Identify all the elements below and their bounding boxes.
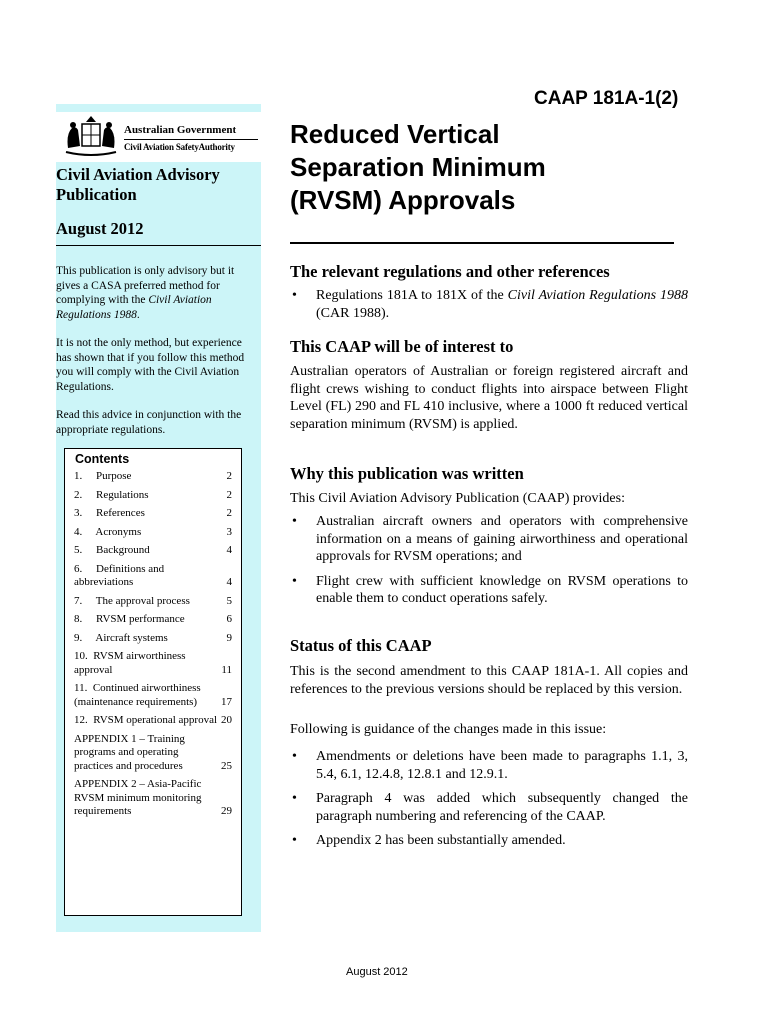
title-divider <box>290 242 674 244</box>
authority-label: Civil Aviation SafetyAuthority <box>124 142 235 152</box>
contents-box <box>64 448 242 916</box>
contents-item-label: 1. Purpose <box>74 470 132 482</box>
contents-item-label: 8. RVSM performance <box>74 613 185 625</box>
page-title <box>290 118 546 217</box>
heading-interest: This CAAP will be of interest to <box>290 337 514 356</box>
contents-item[interactable] <box>74 595 232 609</box>
heading-why: Why this publication was written <box>290 464 524 483</box>
contents-item-page: 6 <box>226 613 232 625</box>
contents-item[interactable] <box>74 632 232 646</box>
why-list <box>290 513 688 615</box>
contents-item-label: 3. References <box>74 507 145 519</box>
contents-item-page: 9 <box>226 631 232 644</box>
coat-of-arms-icon <box>62 114 120 158</box>
list-item: • Australian aircraft owners and operators with comprehensive information on a means of gaining airworthiness and operational approvals for RVSM operations; and <box>290 513 688 566</box>
contents-list <box>74 470 232 824</box>
contents-item-page: 3 <box>226 525 232 538</box>
contents-item-page: 5 <box>226 594 232 607</box>
page-footer: August 2012 <box>346 966 408 978</box>
why-intro: This Civil Aviation Advisory Publication (CAAP) provides: <box>290 491 625 506</box>
method-note: It is not the only method, but experience has shown that if you follow this method you will comply with the Civil Aviation Regulations. <box>56 337 245 393</box>
contents-item-page: 25 <box>221 759 232 772</box>
interest-paragraph: Australian operators of Australian or foreign registered aircraft and flight crews wishing to conduct flights into airspace between Flight Level (FL) 290 and FL 410 inclusive, where a 1000 ft reduced vertical separation minimum (RVSM) is applied. <box>290 364 688 432</box>
contents-item[interactable] <box>74 489 232 503</box>
contents-item[interactable] <box>74 563 232 590</box>
contents-item-page: 11 <box>221 663 232 676</box>
status-paragraph: This is the second amendment to this CAAP 181A-1. All copies and references to the previous versions should be replaced by this version. <box>290 664 688 697</box>
heading-status: Status of this CAAP <box>290 636 432 655</box>
contents-item-page: 4 <box>226 576 232 588</box>
contents-item-label: APPENDIX 2 – Asia-Pacific RVSM minimum monitoring requirements <box>74 778 205 817</box>
contents-item-page: 2 <box>226 507 232 519</box>
contents-title: Contents <box>75 452 130 466</box>
sidebar-top-band <box>56 104 261 112</box>
list-item: • Flight crew with sufficient knowledge on RVSM operations to enable them to conduct operations safely. <box>290 573 688 608</box>
contents-item[interactable] <box>74 526 232 540</box>
contents-item[interactable] <box>74 682 232 709</box>
sidebar-divider <box>56 245 261 246</box>
contents-item-label: 6. Definitions and abbreviations <box>74 562 167 588</box>
government-label: Australian Government <box>124 124 237 136</box>
publication-type-line-2: Publication <box>56 185 137 204</box>
contents-item[interactable] <box>74 733 232 774</box>
casa-logo <box>58 112 262 162</box>
contents-item-label: 11. Continued airworthiness (maintenance requirements) <box>74 682 204 708</box>
advisory-note: This publication is only advisory but it gives a CASA preferred method for complying with the Civil Aviation Regulations 1988. <box>56 265 235 321</box>
contents-item-page: 2 <box>226 488 232 501</box>
changes-list <box>290 748 688 857</box>
publication-type <box>56 165 220 205</box>
contents-item-label: 5. Background <box>74 544 150 556</box>
contents-item-label: 4. Acronyms <box>74 525 142 538</box>
contents-item[interactable] <box>74 778 232 819</box>
publication-type-line-1: Civil Aviation Advisory <box>56 165 220 184</box>
contents-item-label: 7. The approval process <box>74 594 190 607</box>
contents-item-label: 10. RVSM airworthiness approval <box>74 650 189 676</box>
title-line-3: (RVSM) Approvals <box>290 185 516 215</box>
contents-item-page: 20 <box>221 714 232 726</box>
publication-date: August 2012 <box>56 219 144 238</box>
contents-item-label: APPENDIX 1 – Training programs and operating practices and procedures <box>74 732 188 772</box>
contents-item[interactable] <box>74 714 232 728</box>
contents-item[interactable] <box>74 650 232 677</box>
contents-item-label: 2. Regulations <box>74 488 149 501</box>
contents-item[interactable] <box>74 507 232 521</box>
contents-item[interactable] <box>74 544 232 558</box>
contents-item-label: 12. RVSM operational approval <box>74 714 218 726</box>
contents-item-label: 9. Aircraft systems <box>74 631 168 644</box>
title-line-2: Separation Minimum <box>290 152 546 182</box>
list-item: • Appendix 2 has been substantially amended. <box>290 832 688 850</box>
status-guidance: Following is guidance of the changes made in this issue: <box>290 722 607 737</box>
contents-item[interactable] <box>74 613 232 627</box>
contents-item[interactable] <box>74 470 232 484</box>
heading-regulations: The relevant regulations and other references <box>290 262 610 281</box>
regulations-list <box>290 287 688 329</box>
title-line-1: Reduced Vertical <box>290 119 500 149</box>
document-reference: CAAP 181A-1(2) <box>534 88 679 109</box>
contents-item-page: 17 <box>221 695 232 708</box>
list-item: • Amendments or deletions have been made to paragraphs 1.1, 3, 5.4, 6.1, 12.4.8, 12.8.1 and 12.9.1. <box>290 748 688 783</box>
logo-divider <box>124 139 258 140</box>
contents-item-page: 29 <box>221 805 232 817</box>
read-advice-note: Read this advice in conjunction with the appropriate regulations. <box>56 409 242 436</box>
contents-item-page: 2 <box>226 470 232 482</box>
list-item: • Paragraph 4 was added which subsequently changed the paragraph numbering and referencing of the CAAP. <box>290 790 688 825</box>
contents-item-page: 4 <box>226 544 232 556</box>
list-item: • Regulations 181A to 181X of the Civil Aviation Regulations 1988 (CAR 1988). <box>290 287 688 322</box>
